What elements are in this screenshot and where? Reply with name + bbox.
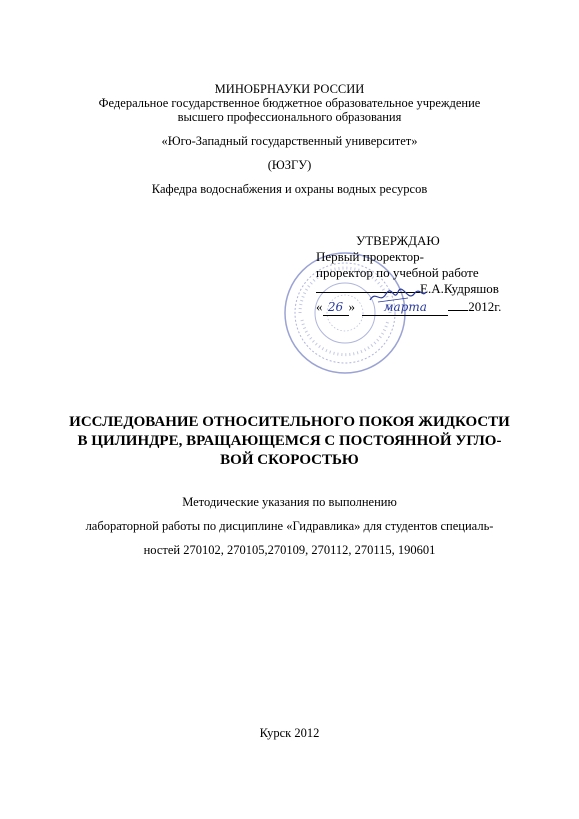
- department-name: Кафедра водоснабжения и охраны водных ресурсов: [151, 182, 428, 196]
- approval-signature-line: [312, 281, 562, 297]
- city-year: Курск 2012: [259, 726, 320, 740]
- month-blank-tail: [448, 310, 468, 311]
- signature-scribble-icon: [368, 286, 428, 306]
- approval-year: 2012г.: [468, 299, 502, 314]
- approval-block: [312, 233, 562, 316]
- approval-date-line: [312, 299, 562, 316]
- approval-signatory: Е.А.Кудряшов: [420, 281, 499, 296]
- approval-month: марта: [362, 299, 448, 316]
- title-line-3: ВОЙ СКОРОСТЬЮ: [220, 452, 359, 468]
- approval-position-line-1: Первый проректор-: [316, 249, 424, 264]
- title-line-2: В ЦИЛИНДРЕ, ВРАЩАЮЩЕМСЯ С ПОСТОЯННОЙ УГЛО-: [77, 433, 502, 449]
- description-line-2: лабораторной работы по дисциплине «Гидравлика» для студентов специаль-: [85, 519, 494, 533]
- approval-label: УТВЕРЖДАЮ: [356, 233, 440, 248]
- document-title: [40, 413, 539, 470]
- date-open-quote: «: [316, 299, 323, 314]
- title-line-1: ИССЛЕДОВАНИЕ ОТНОСИТЕЛЬНОГО ПОКОЯ ЖИДКОСТИ: [69, 414, 510, 430]
- description-line-1: Методические указания по выполнению: [182, 495, 397, 509]
- date-close-quote: »: [348, 299, 355, 314]
- institution-line-1: Федеральное государственное бюджетное образовательное учреждение: [98, 96, 481, 110]
- approval-position-line-2: проректор по учебной работе: [316, 265, 479, 280]
- ministry-name: МИНОБРНАУКИ РОССИИ: [214, 82, 365, 96]
- description-line-3: ностей 270102, 270105,270109, 270112, 270115, 190601: [143, 543, 436, 557]
- institution-line-2: высшего профессионального образования: [177, 110, 402, 124]
- university-abbreviation: (ЮЗГУ): [267, 158, 312, 172]
- approval-day: 26: [323, 299, 349, 316]
- university-name: «Юго-Западный государственный университет»: [161, 134, 418, 148]
